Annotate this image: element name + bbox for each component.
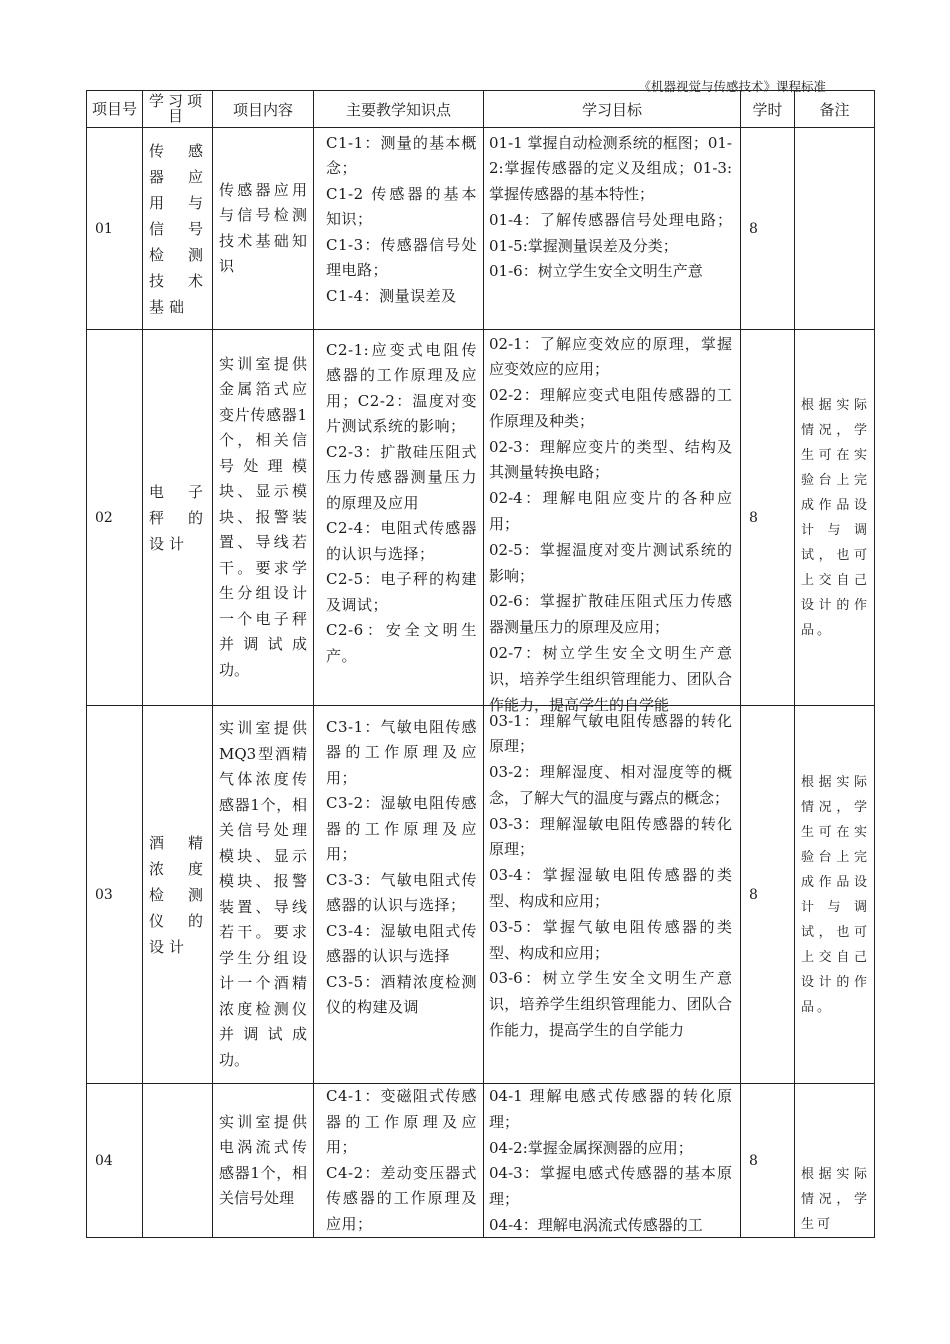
learning-goal: 02-3：理解应变片的类型、结构及其测量转换电路；	[489, 437, 732, 482]
learning-goals-cell	[484, 128, 741, 330]
header-goals: 学习目标	[484, 91, 741, 128]
notes-cell: 根据实际情况，学生可	[795, 1084, 875, 1238]
project-content-cell: 传感器应用与信号检测技术基础知识	[213, 128, 314, 330]
knowledge-points-cell	[314, 706, 484, 1084]
project-id-cell: 02	[87, 330, 143, 706]
project-content-cell: 实训室提供电涡流式传感器1个，相关信号处理	[213, 1084, 314, 1238]
project-id-cell: 04	[87, 1084, 143, 1238]
notes-cell	[795, 128, 875, 330]
knowledge-point: C1-3：传感器信号处理电路；	[326, 235, 477, 279]
knowledge-point: C3-4：湿敏电阻式传感器的认识与选择	[326, 921, 477, 965]
knowledge-point: C4-1：变磁阻式传感器的工作原理及应用；	[326, 1087, 477, 1156]
knowledge-point: C2-6：安全文明生产。	[326, 621, 477, 665]
course-plan-table	[86, 90, 875, 1238]
knowledge-points-cell	[314, 1084, 484, 1238]
project-name-cell: 电子秤的设计	[143, 330, 213, 706]
learning-goal: 02-6：掌握扩散硅压阻式压力传感器测量压力的原理及应用；	[489, 592, 732, 637]
learning-goals-cell	[484, 330, 741, 714]
table-row	[87, 128, 875, 330]
project-id-cell: 03	[87, 706, 143, 1084]
learning-goal: 02-7：树立学生安全文明生产意识，培养学生组织管理能力、团队合作能力，提高学生的自学能	[489, 644, 732, 714]
learning-goal: 01-1 掌握自动检测系统的框图；01-2:掌握传感器的定义及组成；01-3:掌握传感器的基本特性；	[489, 133, 732, 204]
learning-goal: 01-6：树立学生安全文明生产意	[489, 262, 703, 281]
knowledge-point: C1-2 传感器的基本知识；	[326, 184, 477, 228]
header-project-name: 学习项目	[143, 91, 213, 128]
knowledge-point: C4-2：差动变压器式传感器的工作原理及应用；	[326, 1163, 477, 1233]
learning-goals-cell	[484, 1084, 741, 1238]
knowledge-point: C3-5：酒精浓度检测仪的构建及调	[326, 972, 477, 1016]
knowledge-point: C1-4：测量误差及	[326, 286, 457, 305]
table-header-row	[87, 91, 875, 128]
header-notes: 备注	[795, 91, 875, 128]
learning-goal: 02-2：理解应变式电阻传感器的工作原理及种类；	[489, 386, 732, 430]
running-header: 《机器视觉与传感技术》课程标准	[638, 79, 826, 94]
learning-goal: 04-4：理解电涡流式传感器的工	[489, 1215, 703, 1234]
learning-goal: 03-4：掌握湿敏电阻传感器的类型、构成和应用；	[489, 866, 732, 911]
table-row	[87, 706, 875, 1084]
project-id-cell: 01	[87, 128, 143, 330]
project-name-cell	[143, 1084, 213, 1238]
table-row	[87, 330, 875, 706]
learning-goal: 03-6：树立学生安全文明生产意识，培养学生组织管理能力、团队合作能力，提高学生的自学能力	[489, 969, 732, 1040]
header-hours: 学时	[741, 91, 795, 128]
notes-cell: 根据实际情况，学生可在实验台上完成作品设计与调试，也可上交自己设计的作品。	[795, 330, 875, 706]
knowledge-point: C2-5：电子秤的构建及调试；	[326, 570, 477, 614]
hours-cell: 8	[741, 330, 795, 706]
learning-goal: 03-1：理解气敏电阻传感器的转化原理；	[489, 711, 732, 756]
header-project-id: 项目号	[87, 91, 143, 128]
learning-goal: 03-2：理解湿度、相对湿度等的概念，了解大气的温度与露点的概念；	[489, 763, 732, 807]
knowledge-points-cell	[314, 330, 484, 706]
knowledge-point: C2-4：电阻式传感器的认识与选择；	[326, 519, 477, 563]
learning-goals-cell	[484, 706, 741, 1084]
notes-cell: 根据实际情况，学生可在实验台上完成作品设计与调试，也可上交自己设计的作品。	[795, 706, 875, 1084]
project-content-cell: 实训室提供MQ3型酒精气体浓度传感器1个，相关信号处理模块、显示模块、报警装置、导线若干。要求学生分组设计一个酒精浓度检测仪并调试成功。	[213, 706, 314, 1084]
knowledge-point: C3-3：气敏电阻式传感器的认识与选择；	[326, 870, 477, 914]
knowledge-point: C2-1:应变式电阻传感器的工作原理及应用；C2-2：温度对变片测试系统的影响；	[326, 340, 477, 435]
learning-goal: 03-5：掌握气敏电阻传感器的类型、构成和应用；	[489, 917, 732, 962]
project-content-cell: 实训室提供金属箔式应变片传感器1个，相关信号处理模块、显示模块、报警装置、导线若干。要求学生分组设计一个电子秤并调试成功。	[213, 330, 314, 706]
knowledge-point: C2-3：扩散硅压阻式压力传感器测量压力的原理及应用	[326, 442, 477, 512]
learning-goal: 02-4：理解电阻应变片的各种应用；	[489, 489, 732, 534]
knowledge-point: C1-1：测量的基本概念；	[326, 133, 477, 177]
hours-cell: 8	[741, 706, 795, 1084]
learning-goal: 04-1 理解电感式传感器的转化原理；	[489, 1087, 732, 1131]
learning-goal: 03-3：理解湿敏电阻传感器的转化原理；	[489, 814, 732, 859]
knowledge-point: C3-2：湿敏电阻传感器的工作原理及应用；	[326, 794, 477, 863]
project-name-cell: 传感器应用与信号检测技术基础	[143, 128, 213, 330]
header-knowledge: 主要教学知识点	[314, 91, 484, 128]
learning-goal: 04-2:掌握金属探测器的应用；	[489, 1138, 693, 1157]
project-name-cell: 酒精浓度检测仪的设计	[143, 706, 213, 1084]
learning-goal: 04-3：掌握电感式传感器的基本原理；	[489, 1164, 732, 1209]
hours-cell: 8	[741, 1084, 795, 1238]
knowledge-points-cell	[314, 128, 484, 330]
learning-goal: 02-5：掌握温度对变片测试系统的影响；	[489, 540, 732, 585]
table-row	[87, 1084, 875, 1238]
learning-goal: 01-4：了解传感器信号处理电路；01-5:掌握测量误差及分类；	[489, 210, 732, 255]
knowledge-point: C3-1：气敏电阻传感器的工作原理及应用；	[326, 717, 477, 787]
learning-goal: 02-1：了解应变效应的原理，掌握应变效应的应用；	[489, 334, 732, 379]
header-content: 项目内容	[213, 91, 314, 128]
hours-cell: 8	[741, 128, 795, 330]
